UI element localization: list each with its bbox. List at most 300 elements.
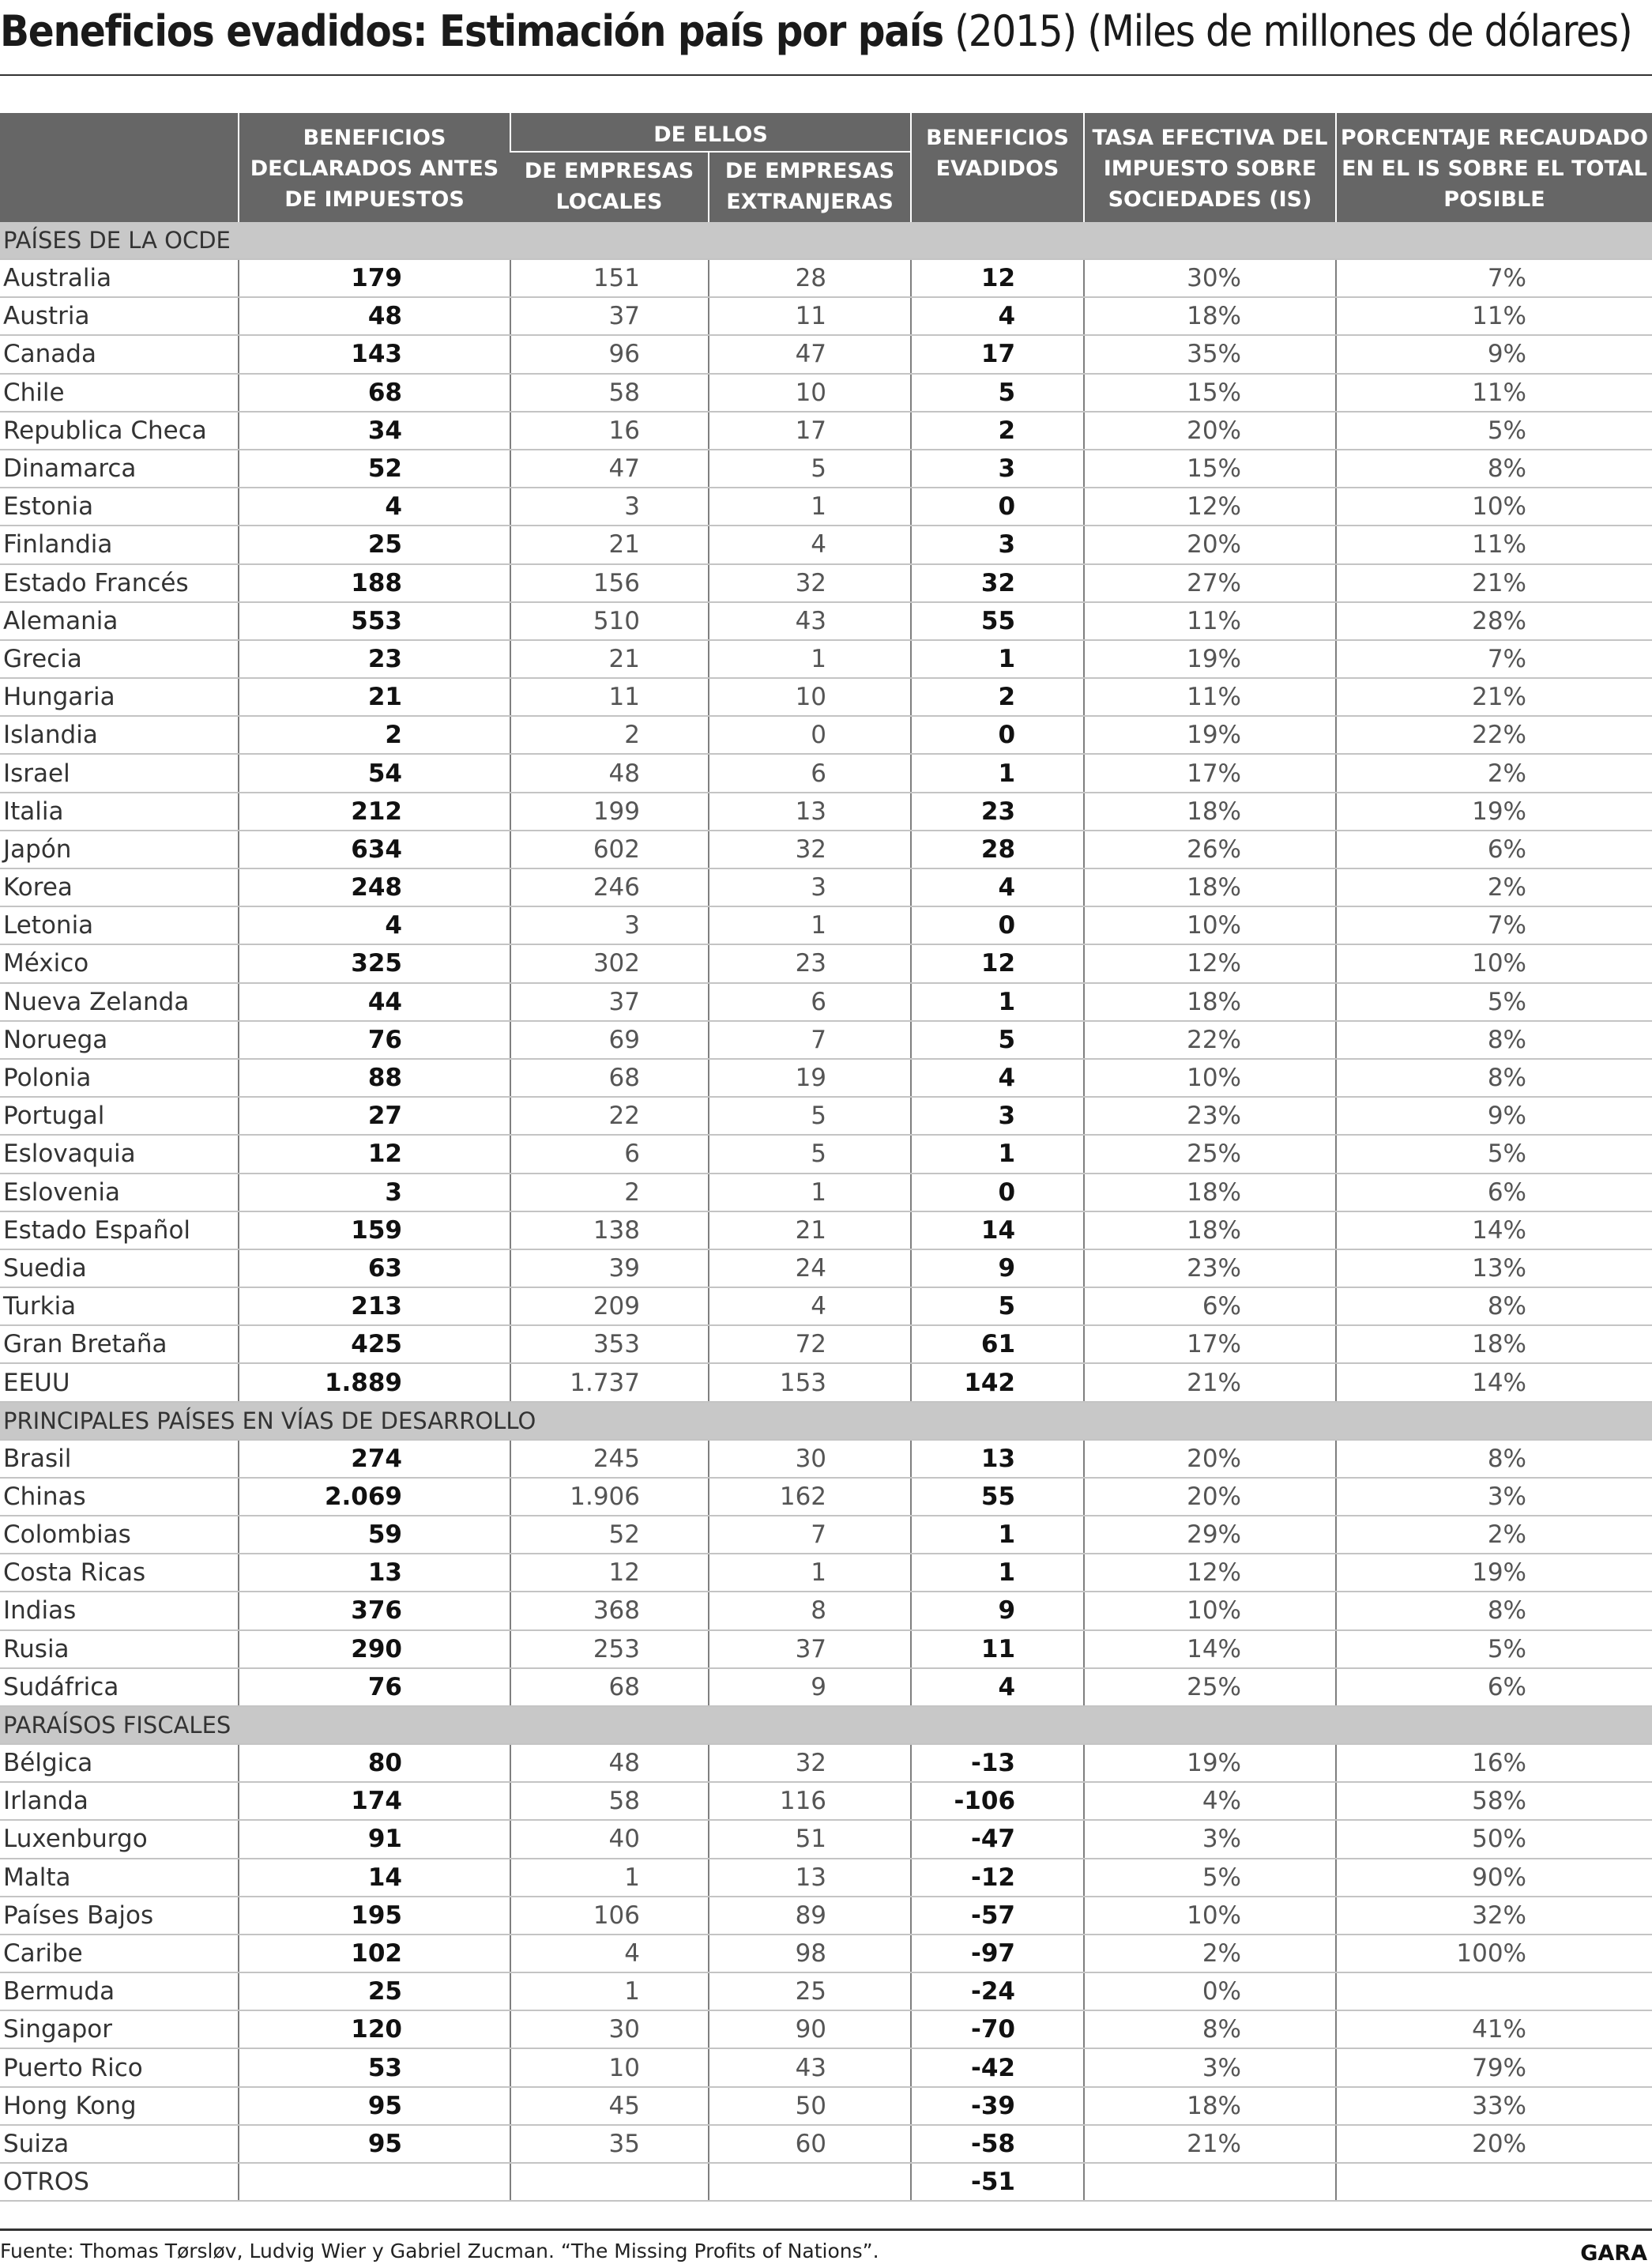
header-foreign-companies: DE EMPRESAS EXTRANJERAS [709,152,911,222]
cell-effective-rate: 22% [1084,1021,1336,1059]
cell-evaded-profits: 5 [911,374,1084,412]
cell-local-companies: 48 [510,754,709,792]
cell-declared-profits: 4 [239,488,510,526]
table-row [0,1782,1652,1820]
cell-percentage-collected: 100% [1336,1935,1652,1972]
cell-percentage-collected: 5% [1336,1135,1652,1173]
cell-percentage-collected: 21% [1336,564,1652,602]
source-note: Fuente: Thomas Tørsløv, Ludvig Wier y Gabriel Zucman. “The Missing Profits of Nations”. [0,2240,879,2262]
cell-percentage-collected: 21% [1336,678,1652,716]
cell-foreign-companies: 9 [709,1668,911,1706]
cell-local-companies: 6 [510,1135,709,1173]
cell-country: Colombias [0,1516,239,1554]
cell-local-companies: 52 [510,1516,709,1554]
cell-local-companies: 1 [510,1859,709,1897]
title-main: Beneficios evadidos: Estimación país por país [0,6,943,56]
cell-evaded-profits: 4 [911,297,1084,335]
cell-percentage-collected: 9% [1336,1097,1652,1135]
cell-declared-profits: 212 [239,793,510,831]
cell-percentage-collected: 6% [1336,1174,1652,1211]
cell-effective-rate: 20% [1084,526,1336,563]
cell-declared-profits: 76 [239,1021,510,1059]
cell-country: Islandia [0,716,239,754]
footer-divider [0,2228,1652,2231]
cell-declared-profits: 63 [239,1249,510,1287]
cell-country: Portugal [0,1097,239,1135]
table-row [0,1211,1652,1249]
cell-evaded-profits: 55 [911,1478,1084,1516]
cell-local-companies: 2 [510,1174,709,1211]
cell-foreign-companies: 1 [709,1554,911,1592]
cell-foreign-companies: 23 [709,944,911,982]
cell-foreign-companies: 6 [709,754,911,792]
cell-effective-rate: 20% [1084,1478,1336,1516]
cell-evaded-profits: 28 [911,831,1084,868]
cell-country: Gran Bretaña [0,1325,239,1363]
cell-declared-profits: 102 [239,1935,510,1972]
cell-evaded-profits: 14 [911,1211,1084,1249]
cell-effective-rate: 19% [1084,1744,1336,1782]
table-row [0,297,1652,335]
cell-country: Hungaria [0,678,239,716]
cell-percentage-collected: 7% [1336,259,1652,297]
cell-effective-rate: 23% [1084,1249,1336,1287]
cell-evaded-profits: 4 [911,1059,1084,1097]
cell-foreign-companies: 72 [709,1325,911,1363]
cell-local-companies: 96 [510,335,709,373]
cell-evaded-profits: 0 [911,716,1084,754]
cell-evaded-profits: -106 [911,1782,1084,1820]
cell-effective-rate: 35% [1084,335,1336,373]
cell-local-companies: 58 [510,1782,709,1820]
cell-evaded-profits: 1 [911,983,1084,1021]
cell-country: Chinas [0,1478,239,1516]
cell-country: Sudáfrica [0,1668,239,1706]
cell-foreign-companies: 50 [709,2087,911,2125]
cell-effective-rate: 0% [1084,1972,1336,2010]
table-row [0,678,1652,716]
cell-evaded-profits: 9 [911,1592,1084,1629]
cell-percentage-collected: 79% [1336,2048,1652,2086]
cell-evaded-profits: -24 [911,1972,1084,2010]
cell-country: Estado Francés [0,564,239,602]
cell-foreign-companies: 21 [709,1211,911,1249]
cell-declared-profits: 179 [239,259,510,297]
cell-local-companies: 68 [510,1059,709,1097]
cell-percentage-collected: 16% [1336,1744,1652,1782]
cell-evaded-profits: -57 [911,1897,1084,1935]
cell-declared-profits: 2 [239,716,510,754]
cell-declared-profits: 425 [239,1325,510,1363]
cell-effective-rate: 23% [1084,1097,1336,1135]
cell-declared-profits: 27 [239,1097,510,1135]
cell-declared-profits: 3 [239,1174,510,1211]
cell-declared-profits: 634 [239,831,510,868]
cell-local-companies: 37 [510,297,709,335]
cell-country: Australia [0,259,239,297]
table-row [0,1668,1652,1706]
cell-local-companies: 39 [510,1249,709,1287]
cell-evaded-profits: -70 [911,2010,1084,2048]
cell-local-companies: 209 [510,1287,709,1325]
table-row [0,1516,1652,1554]
table-row [0,526,1652,563]
cell-foreign-companies: 4 [709,1287,911,1325]
cell-evaded-profits: 23 [911,793,1084,831]
cell-percentage-collected: 32% [1336,1897,1652,1935]
cell-local-companies: 16 [510,412,709,450]
section-header-row [0,1706,1652,1744]
cell-local-companies: 3 [510,488,709,526]
cell-country: Rusia [0,1630,239,1668]
cell-country: Brasil [0,1440,239,1478]
table-row [0,564,1652,602]
cell-declared-profits: 174 [239,1782,510,1820]
cell-local-companies: 2 [510,716,709,754]
cell-country: EEUU [0,1363,239,1401]
cell-effective-rate: 18% [1084,793,1336,831]
cell-effective-rate: 18% [1084,1174,1336,1211]
cell-declared-profits: 48 [239,297,510,335]
cell-foreign-companies: 7 [709,1021,911,1059]
cell-percentage-collected: 5% [1336,983,1652,1021]
cell-evaded-profits: 1 [911,640,1084,678]
cell-local-companies: 4 [510,1935,709,1972]
cell-declared-profits: 54 [239,754,510,792]
table-row [0,1859,1652,1897]
cell-local-companies: 199 [510,793,709,831]
cell-declared-profits: 80 [239,1744,510,1782]
table-row [0,1440,1652,1478]
cell-percentage-collected: 11% [1336,526,1652,563]
cell-country: Turkia [0,1287,239,1325]
cell-evaded-profits: 0 [911,1174,1084,1211]
cell-country: Eslovenia [0,1174,239,1211]
table-row [0,1097,1652,1135]
cell-declared-profits: 13 [239,1554,510,1592]
cell-declared-profits: 188 [239,564,510,602]
cell-foreign-companies: 13 [709,1859,911,1897]
cell-country: Costa Ricas [0,1554,239,1592]
cell-local-companies: 510 [510,602,709,640]
cell-percentage-collected: 7% [1336,640,1652,678]
table-row [0,906,1652,944]
cell-effective-rate: 4% [1084,1782,1336,1820]
cell-percentage-collected: 33% [1336,2087,1652,2125]
cell-country: Nueva Zelanda [0,983,239,1021]
cell-percentage-collected [1336,2163,1652,2201]
cell-effective-rate: 2% [1084,1935,1336,1972]
cell-country: Grecia [0,640,239,678]
table-row [0,793,1652,831]
table-row [0,488,1652,526]
cell-local-companies: 58 [510,374,709,412]
cell-effective-rate: 18% [1084,297,1336,335]
table-row [0,1021,1652,1059]
cell-evaded-profits: 142 [911,1363,1084,1401]
table-row [0,1363,1652,1401]
cell-foreign-companies: 5 [709,1097,911,1135]
cell-country: Luxenburgo [0,1820,239,1858]
header-of-them-group: DE ELLOS [510,113,911,152]
cell-country: Finlandia [0,526,239,563]
cell-effective-rate: 27% [1084,564,1336,602]
section-header-row [0,222,1652,259]
cell-percentage-collected: 22% [1336,716,1652,754]
cell-foreign-companies: 4 [709,526,911,563]
cell-country: Letonia [0,906,239,944]
cell-percentage-collected: 5% [1336,1630,1652,1668]
cell-country: Malta [0,1859,239,1897]
cell-evaded-profits: 3 [911,450,1084,488]
table-row [0,640,1652,678]
cell-effective-rate: 18% [1084,1211,1336,1249]
cell-local-companies: 1.737 [510,1363,709,1401]
cell-declared-profits: 59 [239,1516,510,1554]
cell-local-companies: 156 [510,564,709,602]
cell-declared-profits: 2.069 [239,1478,510,1516]
cell-percentage-collected: 19% [1336,1554,1652,1592]
cell-declared-profits [239,2163,510,2201]
cell-local-companies: 245 [510,1440,709,1478]
cell-country: Puerto Rico [0,2048,239,2086]
cell-declared-profits: 52 [239,450,510,488]
cell-percentage-collected: 11% [1336,374,1652,412]
header-evaded-profits: BENEFICIOS EVADIDOS [911,113,1084,222]
cell-local-companies: 47 [510,450,709,488]
cell-percentage-collected: 8% [1336,1059,1652,1097]
chart-title [0,6,1632,56]
cell-country: Korea [0,868,239,906]
cell-foreign-companies: 153 [709,1363,911,1401]
cell-country: Japón [0,831,239,868]
cell-local-companies: 246 [510,868,709,906]
cell-country: Suedia [0,1249,239,1287]
cell-percentage-collected: 20% [1336,2125,1652,2163]
table-row [0,1135,1652,1173]
cell-foreign-companies: 11 [709,297,911,335]
table-row [0,1478,1652,1516]
cell-foreign-companies: 1 [709,640,911,678]
cell-declared-profits: 76 [239,1668,510,1706]
cell-effective-rate: 15% [1084,450,1336,488]
cell-local-companies: 353 [510,1325,709,1363]
cell-evaded-profits: 5 [911,1287,1084,1325]
cell-declared-profits: 120 [239,2010,510,2048]
cell-percentage-collected: 41% [1336,2010,1652,2048]
cell-evaded-profits: 4 [911,1668,1084,1706]
cell-declared-profits: 1.889 [239,1363,510,1401]
cell-effective-rate: 10% [1084,1059,1336,1097]
cell-local-companies: 35 [510,2125,709,2163]
table-row [0,831,1652,868]
cell-evaded-profits: 61 [911,1325,1084,1363]
cell-local-companies: 253 [510,1630,709,1668]
cell-percentage-collected: 10% [1336,944,1652,982]
cell-declared-profits: 25 [239,1972,510,2010]
cell-foreign-companies: 32 [709,1744,911,1782]
cell-foreign-companies: 5 [709,450,911,488]
cell-percentage-collected: 8% [1336,450,1652,488]
cell-percentage-collected: 9% [1336,335,1652,373]
cell-country: Republica Checa [0,412,239,450]
cell-declared-profits: 325 [239,944,510,982]
table-header [0,113,1652,222]
cell-local-companies: 21 [510,526,709,563]
cell-country: Caribe [0,1935,239,1972]
cell-evaded-profits: 3 [911,1097,1084,1135]
cell-effective-rate: 30% [1084,259,1336,297]
cell-declared-profits: 553 [239,602,510,640]
cell-effective-rate: 18% [1084,2087,1336,2125]
cell-local-companies: 11 [510,678,709,716]
cell-country: Irlanda [0,1782,239,1820]
header-effective-rate: TASA EFECTIVA DEL IMPUESTO SOBRE SOCIEDADES (IS) [1084,113,1336,222]
table-row [0,2125,1652,2163]
cell-evaded-profits: 5 [911,1021,1084,1059]
cell-percentage-collected: 8% [1336,1287,1652,1325]
cell-effective-rate: 20% [1084,1440,1336,1478]
cell-evaded-profits: 13 [911,1440,1084,1478]
table-row [0,412,1652,450]
cell-percentage-collected [1336,1972,1652,2010]
table-row [0,1972,1652,2010]
section-title: PARAÍSOS FISCALES [0,1706,1652,1744]
cell-effective-rate: 3% [1084,1820,1336,1858]
cell-declared-profits: 4 [239,906,510,944]
cell-local-companies: 138 [510,1211,709,1249]
cell-percentage-collected: 6% [1336,831,1652,868]
table-body [0,222,1652,2201]
cell-country: Suiza [0,2125,239,2163]
cell-foreign-companies: 24 [709,1249,911,1287]
cell-percentage-collected: 10% [1336,488,1652,526]
cell-effective-rate: 11% [1084,602,1336,640]
cell-percentage-collected: 2% [1336,868,1652,906]
profits-table [0,113,1652,2202]
cell-effective-rate: 18% [1084,868,1336,906]
table-row [0,1820,1652,1858]
table-row [0,1287,1652,1325]
cell-local-companies: 10 [510,2048,709,2086]
cell-foreign-companies: 25 [709,1972,911,2010]
cell-foreign-companies: 60 [709,2125,911,2163]
cell-local-companies: 37 [510,983,709,1021]
cell-foreign-companies: 116 [709,1782,911,1820]
cell-local-companies: 106 [510,1897,709,1935]
cell-evaded-profits: -97 [911,1935,1084,1972]
cell-percentage-collected: 8% [1336,1440,1652,1478]
cell-effective-rate: 25% [1084,1668,1336,1706]
cell-evaded-profits: 32 [911,564,1084,602]
cell-percentage-collected: 8% [1336,1592,1652,1629]
section-title: PRINCIPALES PAÍSES EN VÍAS DE DESARROLLO [0,1402,1652,1440]
table-row [0,1325,1652,1363]
cell-foreign-companies: 19 [709,1059,911,1097]
cell-evaded-profits: 12 [911,944,1084,982]
cell-local-companies: 302 [510,944,709,982]
cell-percentage-collected: 6% [1336,1668,1652,1706]
cell-evaded-profits: -42 [911,2048,1084,2086]
cell-effective-rate: 20% [1084,412,1336,450]
cell-country: Hong Kong [0,2087,239,2125]
cell-evaded-profits: 1 [911,754,1084,792]
cell-foreign-companies: 8 [709,1592,911,1629]
cell-declared-profits: 248 [239,868,510,906]
cell-country: Polonia [0,1059,239,1097]
cell-percentage-collected: 7% [1336,906,1652,944]
table-row [0,450,1652,488]
cell-percentage-collected: 50% [1336,1820,1652,1858]
cell-evaded-profits: 17 [911,335,1084,373]
cell-country: Eslovaquia [0,1135,239,1173]
header-local-companies: DE EMPRESAS LOCALES [510,152,709,222]
cell-country: Dinamarca [0,450,239,488]
cell-percentage-collected: 5% [1336,412,1652,450]
cell-evaded-profits: 1 [911,1554,1084,1592]
cell-evaded-profits: 11 [911,1630,1084,1668]
cell-declared-profits: 159 [239,1211,510,1249]
cell-foreign-companies: 10 [709,374,911,412]
cell-evaded-profits: 3 [911,526,1084,563]
table-row [0,2163,1652,2201]
cell-country: Austria [0,297,239,335]
cell-local-companies: 40 [510,1820,709,1858]
cell-evaded-profits: 2 [911,412,1084,450]
cell-country: Noruega [0,1021,239,1059]
cell-foreign-companies: 90 [709,2010,911,2048]
table-row [0,2010,1652,2048]
table-row [0,335,1652,373]
brand-logo: GARA [1580,2241,1647,2266]
cell-effective-rate: 8% [1084,2010,1336,2048]
cell-foreign-companies: 30 [709,1440,911,1478]
cell-effective-rate: 19% [1084,640,1336,678]
cell-local-companies: 1 [510,1972,709,2010]
cell-declared-profits: 53 [239,2048,510,2086]
cell-percentage-collected: 14% [1336,1211,1652,1249]
cell-percentage-collected: 14% [1336,1363,1652,1401]
cell-declared-profits: 34 [239,412,510,450]
cell-declared-profits: 14 [239,1859,510,1897]
cell-country: Bermuda [0,1972,239,2010]
cell-country: Alemania [0,602,239,640]
table-row [0,1935,1652,1972]
cell-effective-rate: 10% [1084,906,1336,944]
cell-effective-rate: 5% [1084,1859,1336,1897]
cell-foreign-companies: 37 [709,1630,911,1668]
table-row [0,868,1652,906]
cell-evaded-profits: 55 [911,602,1084,640]
cell-percentage-collected: 2% [1336,754,1652,792]
cell-foreign-companies: 1 [709,906,911,944]
cell-country: Países Bajos [0,1897,239,1935]
cell-foreign-companies: 6 [709,983,911,1021]
cell-declared-profits: 274 [239,1440,510,1478]
cell-percentage-collected: 8% [1336,1021,1652,1059]
cell-effective-rate: 3% [1084,2048,1336,2086]
table-row [0,944,1652,982]
table-row [0,259,1652,297]
cell-declared-profits: 12 [239,1135,510,1173]
cell-effective-rate: 21% [1084,1363,1336,1401]
table-row [0,1744,1652,1782]
cell-evaded-profits: 9 [911,1249,1084,1287]
cell-declared-profits: 376 [239,1592,510,1629]
cell-percentage-collected: 11% [1336,297,1652,335]
cell-percentage-collected: 58% [1336,1782,1652,1820]
cell-declared-profits: 95 [239,2087,510,2125]
